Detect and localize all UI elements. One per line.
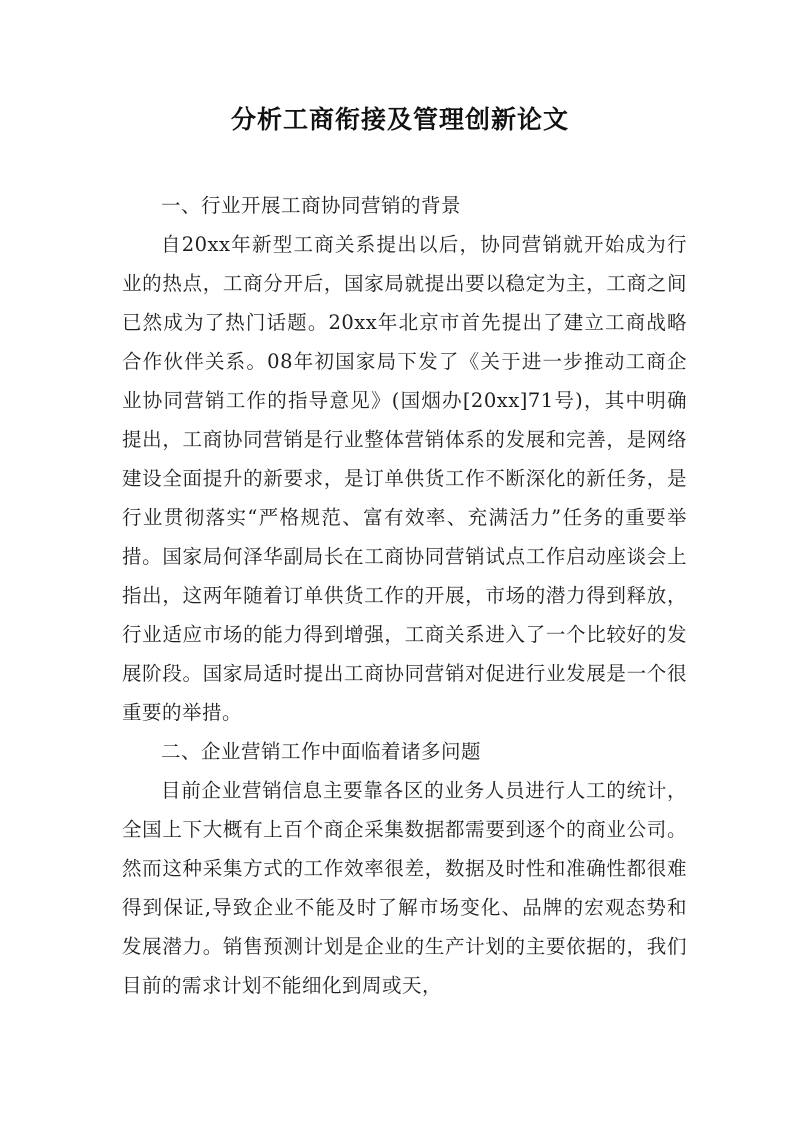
section-heading-2: 二、企业营销工作中面临着诸多问题 (161, 740, 482, 763)
section-heading-1: 一、行业开展工商协同营销的背景 (161, 194, 462, 217)
paragraph-2: 目前企业营销信息主要靠各区的业务人员进行人工的统计，全国上下大概有上百个商企采集数据都需要到逐个的商业公司。然而这种采集方式的工作效率很差，数据及时性和准确性都很难得到保证,导致企业不能及时了解市场变化、品牌的宏观态势和发展潜力。销售预测计划是企业的生产计划的主要依据的，我们目前的需求计划不能细化到周或天， (122, 779, 687, 997)
document-body (122, 186, 687, 1005)
paragraph-1: 自20xx年新型工商关系提出以后，协同营销就开始成为行业的热点，工商分开后，国家局就提出要以稳定为主，工商之间已然成为了热门话题。20xx年北京市首先提出了建立工商战略合作伙伴关系。08年初国家局下发了《关于进一步推动工商企业协同营销工作的指导意见》(国烟办[20xx]71号)，其中明确提出，工商协同营销是行业整体营销体系的发展和完善，是网络建设全面提升的新要求，是订单供货工作不断深化的新任务，是行业贯彻落实“严格规范、富有效率、充满活力”任务的重要举措。国家局何泽华副局长在工商协同营销试点工作启动座谈会上指出，这两年随着订单供货工作的开展，市场的潜力得到释放，行业适应市场的能力得到增强，工商关系进入了一个比较好的发展阶段。国家局适时提出工商协同营销对促进行业发展是一个很重要的举措。 (122, 233, 687, 724)
document-title: 分析工商衔接及管理创新论文 (230, 105, 569, 134)
